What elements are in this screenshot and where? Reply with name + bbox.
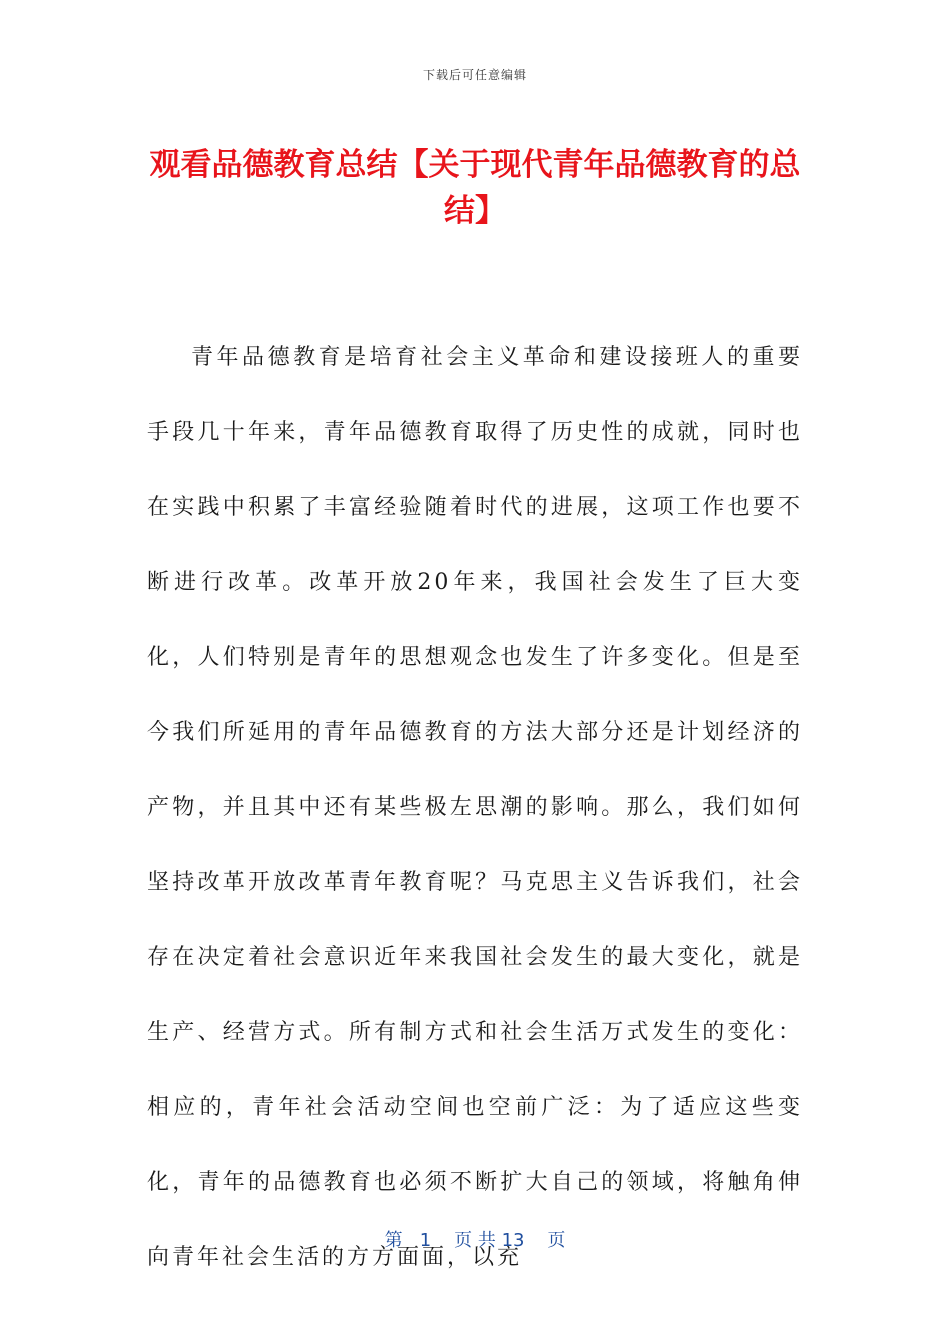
body-paragraph: 青年品德教育是培育社会主义革命和建设接班人的重要手段几十年来，青年品德教育取得了历史性的成就，同时也在实践中积累了丰富经验随着时代的进展，这项工作也要不断进行改革。改革开放20年来，我国社会发生了巨大变化，人们特别是青年的思想观念也发生了许多变化。但是至今我们所延用的青年品德教育的方法大部分还是计划经济的产物，并且其中还有某些极左思潮的影响。那么，我们如何坚持改革开放改革青年教育呢？马克思主义告诉我们，社会存在决定着社会意识近年来我国社会发生的最大变化，就是生产、经营方式。所有制方式和社会生活万式发生的变化：相应的，青年社会活动空间也空前广泛：为了适应这些变化，青年的品德教育也必须不断扩大自己的领域，将触角伸向青年社会生活的方方面面，以充 xyxy=(147,345,803,1270)
document-title: 观看品德教育总结【关于现代青年品德教育的总结】 xyxy=(149,147,801,229)
footer-total-pages: 13 xyxy=(501,1230,525,1251)
page-footer xyxy=(0,1226,950,1252)
footer-middle: 页 共 xyxy=(454,1230,496,1251)
footer-prefix: 第 xyxy=(384,1230,403,1251)
footer-suffix: 页 xyxy=(547,1230,566,1251)
header-note: 下载后可任意编辑 xyxy=(422,68,527,82)
footer-current-page: 1 xyxy=(419,1230,432,1251)
